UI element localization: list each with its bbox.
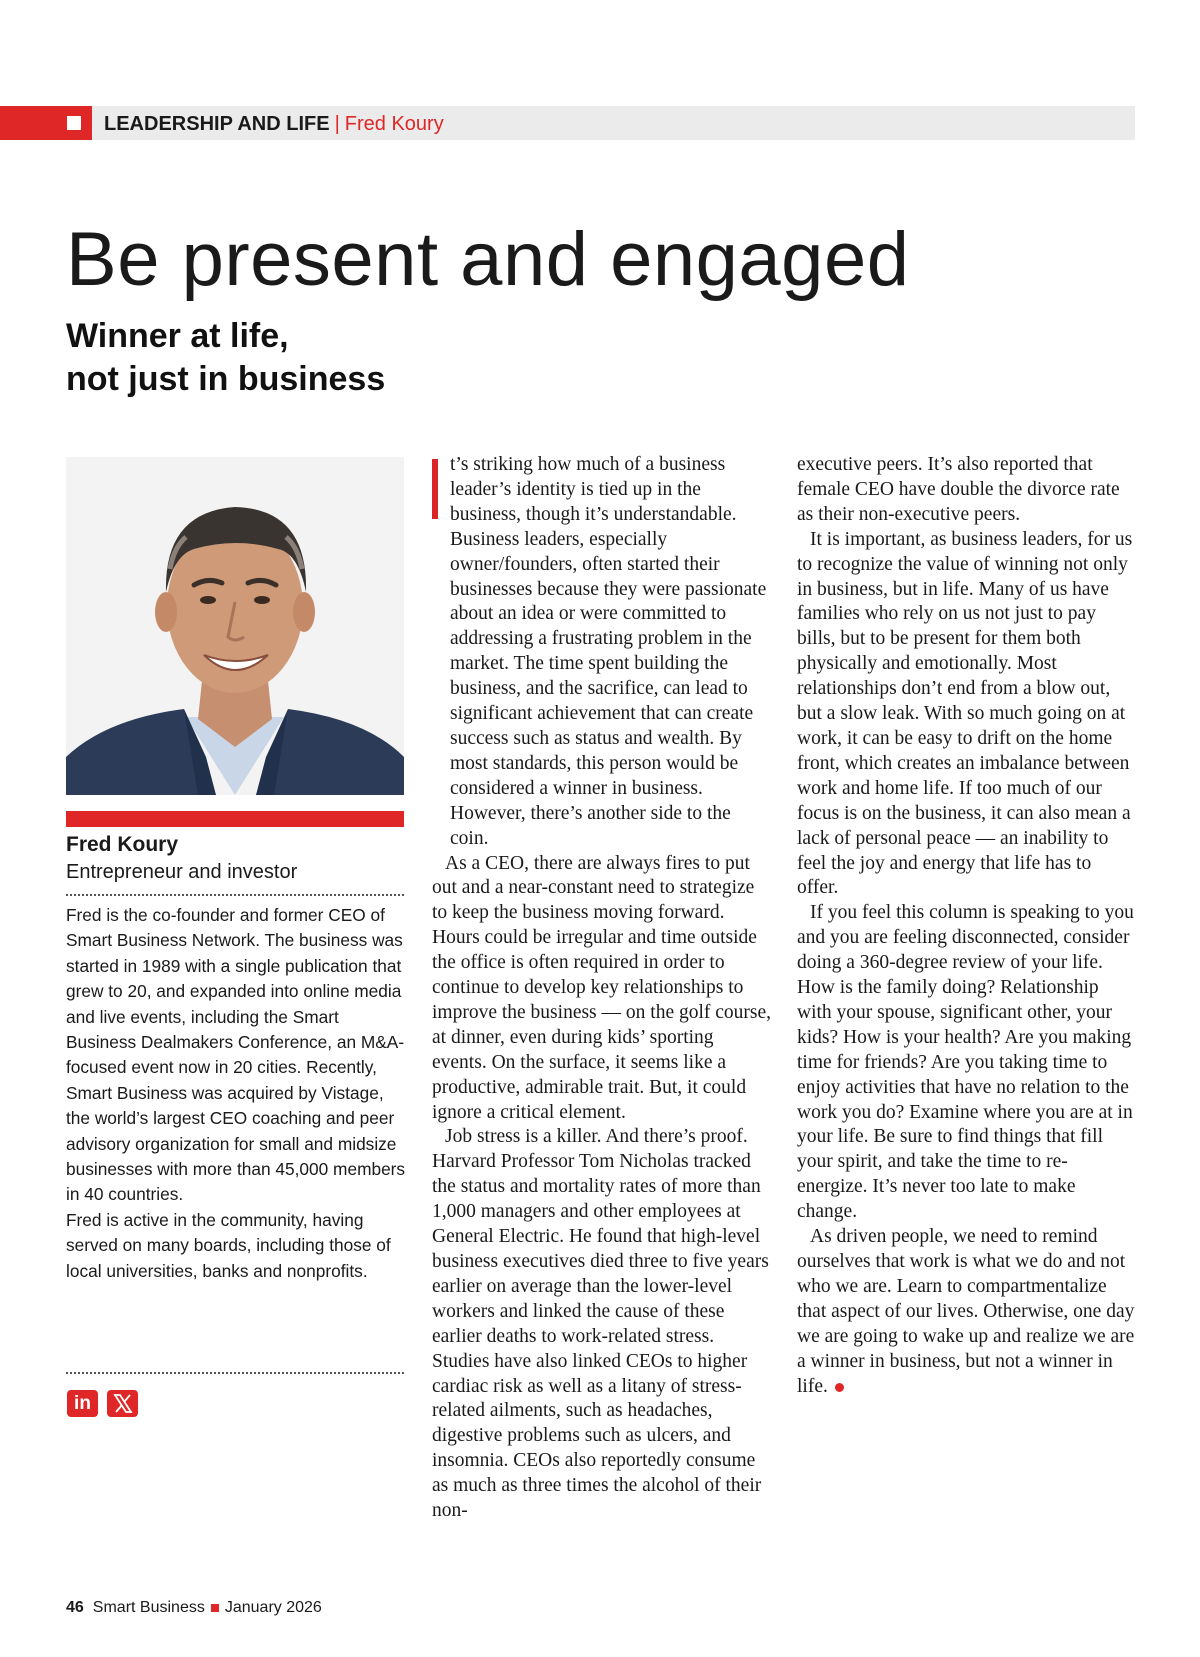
header-square-icon	[67, 116, 81, 130]
article-title: Be present and engaged	[66, 217, 910, 302]
subtitle-line-1: Winner at life,	[66, 317, 289, 355]
bio-accent-bar	[66, 811, 404, 827]
article-column-2	[797, 453, 1137, 1399]
end-mark-icon	[835, 1383, 844, 1392]
bio-divider-bottom	[66, 1372, 404, 1374]
dropcap-paragraph	[432, 453, 772, 852]
dropcap-letter	[432, 459, 438, 519]
bio-divider-top	[66, 894, 404, 896]
article-subtitle	[66, 315, 385, 401]
x-logo-icon	[113, 1394, 133, 1413]
bio-description	[66, 903, 406, 1284]
bio-name: Fred Koury	[66, 833, 179, 856]
body-paragraph-final	[797, 1225, 1137, 1399]
body-paragraph: It is important, as business leaders, for us to recognize the value of winning not only in business, but in life. Many of us have families who rely on us not just to pay bills, but to be present for them both physically and emotionally. Most relationships don’t end from a blow out, but a slow leak. With so much going on at work, it can be easy to drift on the home front, which creates an imbalance between work and home life. If too much of our focus is on the business, it can also mean a lack of personal peace — an inability to feel the joy and energy that life has to offer.	[797, 528, 1133, 899]
section-label: LEADERSHIP AND LIFE	[104, 113, 330, 135]
header-separator: |	[334, 113, 340, 135]
section-header	[104, 112, 444, 136]
author-photo	[66, 457, 404, 795]
bio-paragraph: Fred is the co-founder and former CEO of Smart Business Network. The business was started in 1989 with a single publication that grew to 20, and expanded into online media and live events, including the Smart Business Dealmakers Conference, an M&A-focused event now in 20 cities. Recently, Smart Business was acquired by Vistage, the world’s largest CEO coaching and peer advisory organization for small and midsize businesses with more than 45,000 members in 40 countries.	[66, 905, 406, 1205]
header-author: Fred Koury	[344, 113, 444, 135]
article-column-1	[432, 453, 772, 1524]
linkedin-label: in	[74, 1392, 91, 1414]
body-paragraph: executive peers. It’s also reported that female CEO have double the divorce rate as their non-executive peers.	[797, 454, 1120, 525]
footer-square-icon	[211, 1604, 219, 1612]
final-text: As driven people, we need to remind ourselves that work is what we do and not who we are. Learn to compartmentalize that aspect of our lives. Otherwise, one day we are going to wake up and realize we are a winner in business, but not a winner in life.	[797, 1226, 1135, 1397]
body-paragraph: As a CEO, there are always fires to put out and a near-constant need to strategize to keep the business moving forward. Hours could be irregular and time outside the office is often required in order to continue to develop key relationships to improve the business — on the golf course, at dinner, even during kids’ sporting events. On the surface, it seems like a productive, admirable trait. But, it could ignore a critical element.	[432, 852, 772, 1123]
x-icon[interactable]	[107, 1390, 138, 1417]
linkedin-icon[interactable]	[67, 1390, 98, 1417]
body-paragraph: Job stress is a killer. And there’s proof. Harvard Professor Tom Nicholas tracked the status and mortality rates of more than 1,000 managers and other employees at General Electric. He found that high-level business executives died three to five years earlier on average than the lower-level workers and linked the cause of these earlier deaths to work-related stress. Studies have also linked CEOs to higher cardiac risk as well as a litany of stress-related ailments, such as headaches, digestive problems such as ulcers, and insomnia. CEOs also reportedly consume as much as three times the alcohol of their non-	[432, 1126, 769, 1522]
body-paragraph: t’s striking how much of a business leader’s identity is tied up in the business, though it’s understandable. Business leaders, especially owner/founders, often started their businesses because they were passionate about an idea or were committed to addressing a frustrating problem in the market. The time spent building the business, and the sacrifice, can lead to significant achievement that can create success such as status and wealth. By most standards, this person would be considered a winner in business. However, there’s another side to the coin.	[450, 454, 767, 849]
bio-role: Entrepreneur and investor	[66, 861, 298, 883]
body-paragraph: If you feel this column is speaking to you and you are feeling disconnected, consider doing a 360-degree review of your life. How is the family doing? Relationship with your spouse, significant other, your kids? How is your health? Are you making time for friends? Are you taking time to enjoy activities that have no relation to the work you do? Examine where you are at in your life. Be sure to find things that fill your spirit, and take the time to re-energize. It’s never too late to make change.	[797, 902, 1134, 1223]
page-number: 46	[66, 1599, 84, 1616]
publication-name: Smart Business	[92, 1599, 205, 1616]
bio-paragraph: Fred is active in the community, having served on many boards, including those of local universities, banks and nonprofits.	[66, 1209, 391, 1281]
issue-date: January 2026	[224, 1599, 322, 1616]
page-footer	[66, 1598, 322, 1618]
subtitle-line-2: not just in business	[66, 360, 386, 398]
